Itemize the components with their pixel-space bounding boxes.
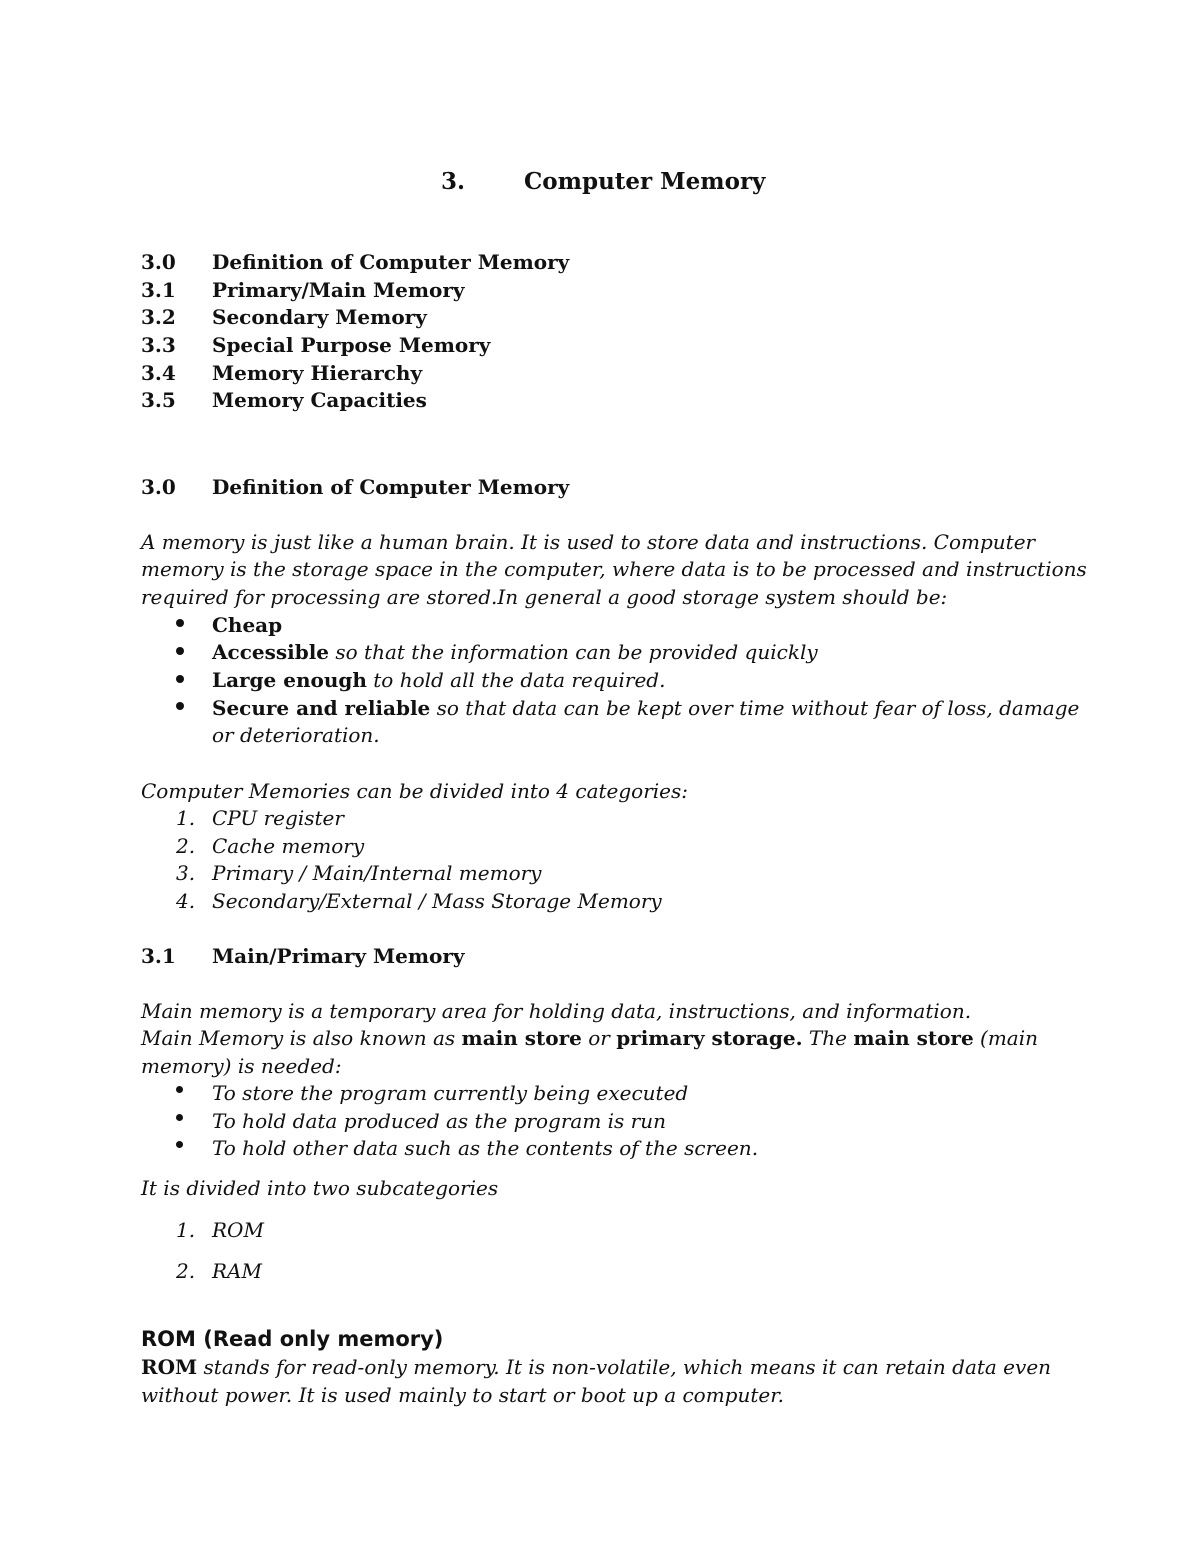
bullet-icon (176, 1114, 183, 1121)
list-number: 1. (176, 806, 196, 830)
bullet-icon (176, 675, 184, 683)
section-heading: Definition of Computer Memory (212, 475, 570, 499)
list-number: 4. (176, 889, 196, 913)
bullet-icon (176, 1086, 183, 1093)
paragraph-line: It is divided into two subcategories (141, 1176, 499, 1200)
section-heading: Main/Primary Memory (212, 944, 465, 968)
toc-item: Primary/Main Memory (212, 278, 465, 302)
toc-item: Memory Capacities (212, 388, 427, 412)
list-item: ROM (212, 1218, 264, 1242)
list-number: 2. (176, 1259, 196, 1283)
toc-number: 3.5 (141, 388, 176, 412)
page-title: Computer Memory (524, 168, 766, 195)
toc-number: 3.2 (141, 305, 176, 329)
toc-number: 3.0 (141, 250, 176, 274)
list-item: Accessible so that the information can be provided quickly (212, 640, 818, 664)
list-item-continuation: or deterioration. (212, 723, 380, 747)
bullet-icon (176, 1141, 183, 1148)
list-item: Cheap (212, 613, 283, 637)
paragraph-line: memory) is needed: (141, 1054, 342, 1078)
list-item: To store the program currently being executed (212, 1081, 689, 1105)
section-number: 3.0 (141, 475, 176, 499)
bullet-icon (176, 702, 184, 710)
list-item: Secure and reliable so that data can be kept over time without fear of loss, damage (212, 696, 1080, 720)
list-item: Secondary/External / Mass Storage Memory (212, 889, 662, 913)
toc-item: Special Purpose Memory (212, 333, 491, 357)
bullet-icon (176, 647, 184, 655)
list-item: Cache memory (212, 834, 365, 858)
toc-number: 3.3 (141, 333, 176, 357)
paragraph-line: A memory is just like a human brain. It is used to store data and instructions. Computer (141, 530, 1036, 554)
list-number: 3. (176, 861, 196, 885)
paragraph-line: Main memory is a temporary area for holding data, instructions, and information. (141, 999, 972, 1023)
title-number: 3. (441, 168, 466, 195)
toc-item: Definition of Computer Memory (212, 250, 570, 274)
paragraph-line: memory is the storage space in the computer, where data is to be processed and instructions (141, 557, 1087, 581)
rom-heading: ROM (Read only memory) (141, 1327, 444, 1351)
list-item: CPU register (212, 806, 344, 830)
paragraph-line: without power. It is used mainly to start or boot up a computer. (141, 1383, 784, 1407)
toc-item: Memory Hierarchy (212, 361, 423, 385)
paragraph-line: required for processing are stored.In general a good storage system should be: (141, 585, 948, 609)
paragraph-line: ROM stands for read-only memory. It is non-volatile, which means it can retain data even (141, 1355, 1052, 1379)
section-number: 3.1 (141, 944, 176, 968)
toc-number: 3.1 (141, 278, 176, 302)
toc-number: 3.4 (141, 361, 176, 385)
bullet-icon (176, 619, 184, 627)
paragraph-line: Computer Memories can be divided into 4 categories: (141, 779, 689, 803)
list-item: To hold data produced as the program is run (212, 1109, 667, 1133)
toc-item: Secondary Memory (212, 305, 427, 329)
list-number: 2. (176, 834, 196, 858)
list-number: 1. (176, 1218, 196, 1242)
list-item: Primary / Main/Internal memory (212, 861, 542, 885)
paragraph-line: Main Memory is also known as main store or primary storage. The main store (main (141, 1026, 1038, 1050)
list-item: Large enough to hold all the data required. (212, 668, 666, 692)
list-item: RAM (212, 1259, 262, 1283)
list-item: To hold other data such as the contents of the screen. (212, 1136, 759, 1160)
